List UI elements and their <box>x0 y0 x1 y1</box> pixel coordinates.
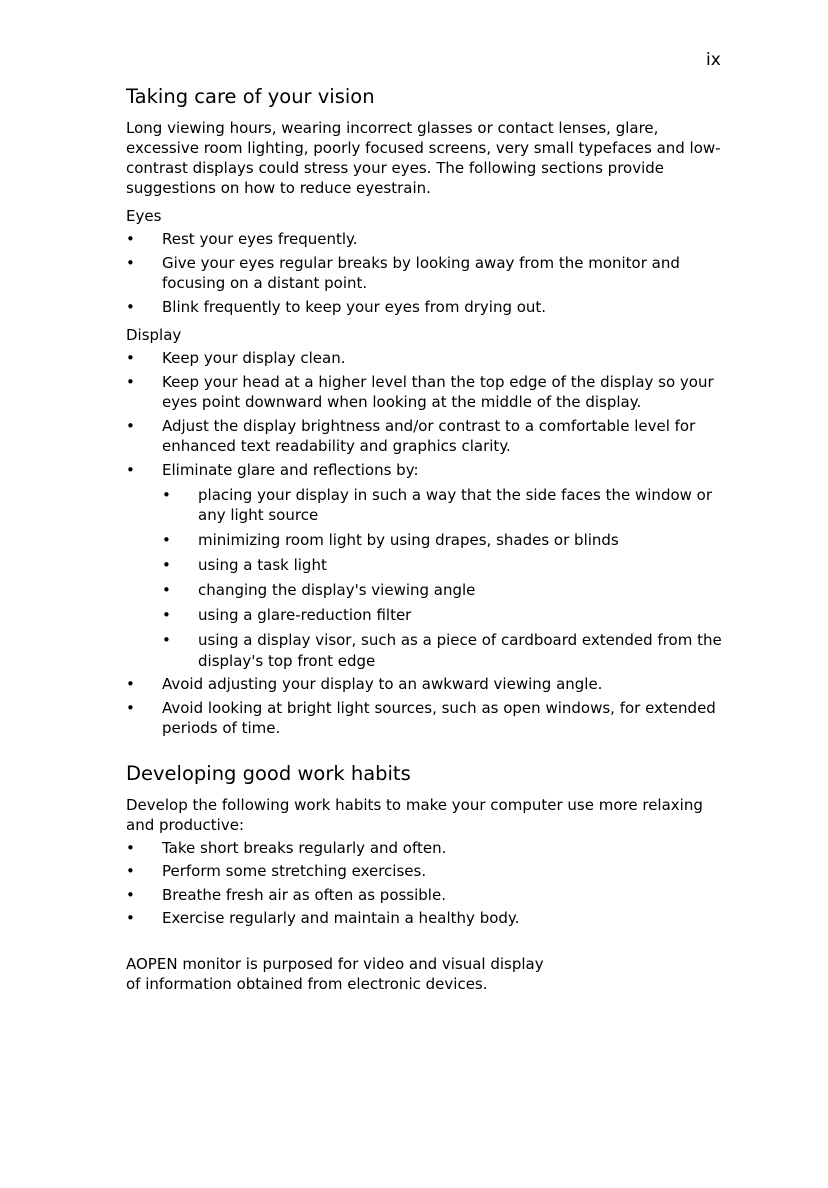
list-item: • placing your display in such a way that the side faces the window or any light source <box>162 485 713 524</box>
list-item: • using a display visor, such as a piece of cardboard extended from the display's top front edge <box>162 631 722 670</box>
vision-heading: Taking care of your vision <box>126 85 375 108</box>
page-number: ix <box>706 50 721 70</box>
bullet-icon: • <box>126 460 135 479</box>
habits-list <box>126 838 726 929</box>
page-content <box>126 84 726 994</box>
list-item: • Avoid looking at bright light sources, such as open windows, for extended periods of time. <box>126 698 716 737</box>
list-item: • Rest your eyes frequently. <box>126 230 358 248</box>
bullet-icon: • <box>162 631 171 649</box>
list-item: • Breathe fresh air as often as possible. <box>126 885 446 904</box>
bullet-icon: • <box>126 909 135 927</box>
bullet-icon: • <box>162 531 171 549</box>
product-purpose-note: AOPEN monitor is purposed for video and visual display of information obtained from electronic devices. <box>126 954 544 993</box>
bullet-icon: • <box>126 416 135 435</box>
bullet-icon: • <box>126 885 135 904</box>
display-subheading: Display <box>126 326 182 344</box>
bullet-icon: • <box>126 230 135 248</box>
bullet-icon: • <box>126 297 135 316</box>
list-item: • Perform some stretching exercises. <box>126 862 427 880</box>
glare-list <box>162 485 726 672</box>
list-item: • Exercise regularly and maintain a healthy body. <box>126 909 520 927</box>
bullet-icon: • <box>126 349 135 367</box>
eyes-list <box>126 229 726 317</box>
list-item: • Keep your display clean. <box>126 349 346 367</box>
eyes-subheading: Eyes <box>126 207 162 225</box>
vision-section <box>126 84 726 739</box>
list-item: • Adjust the display brightness and/or contrast to a comfortable level for enhanced text readability and graphics clarity. <box>126 416 696 455</box>
bullet-icon: • <box>126 698 135 717</box>
bullet-icon: • <box>126 675 135 693</box>
list-item: • using a task light <box>162 556 327 574</box>
list-item: • Blink frequently to keep your eyes from drying out. <box>126 297 547 316</box>
vision-intro: Long viewing hours, wearing incorrect glasses or contact lenses, glare, excessive room lighting, poorly focused screens, very small typefaces and low-contrast displays could stress your eyes. The following sections provide suggestions on how to reduce eyestrain. <box>126 119 721 197</box>
bullet-icon: • <box>162 606 171 624</box>
list-item: • Take short breaks regularly and often. <box>126 838 447 857</box>
list-item: • using a glare-reduction filter <box>162 606 412 624</box>
bullet-icon: • <box>162 485 171 504</box>
habits-heading: Developing good work habits <box>126 761 411 785</box>
bullet-icon: • <box>126 862 135 880</box>
list-item: • Give your eyes regular breaks by looking away from the monitor and focusing on a distant point. <box>126 253 680 292</box>
bullet-icon: • <box>126 838 135 857</box>
display-list <box>126 348 726 739</box>
list-item: • minimizing room light by using drapes, shades or blinds <box>162 531 619 549</box>
bullet-icon: • <box>126 372 135 391</box>
bullet-icon: • <box>162 581 171 599</box>
habits-section <box>126 761 726 929</box>
bullet-icon: • <box>126 253 135 272</box>
habits-intro: Develop the following work habits to make your computer use more relaxing and productive: <box>126 795 703 834</box>
list-item: • changing the display's viewing angle <box>162 581 476 599</box>
list-item: • Keep your head at a higher level than the top edge of the display so your eyes point downward when looking at the middle of the display. <box>126 372 714 411</box>
list-item: • Eliminate glare and reflections by: • placing your display in such a way that the side faces the window or any light source • minimizing room light by using drapes, shades or blinds • using a task light • changing the display's viewing angle • using a glare-reduction filter • using a display visor, such as a piece of cardboard extended from the display's top front edge <box>126 460 726 672</box>
list-item: • Avoid adjusting your display to an awkward viewing angle. <box>126 675 603 693</box>
bullet-icon: • <box>162 556 171 574</box>
